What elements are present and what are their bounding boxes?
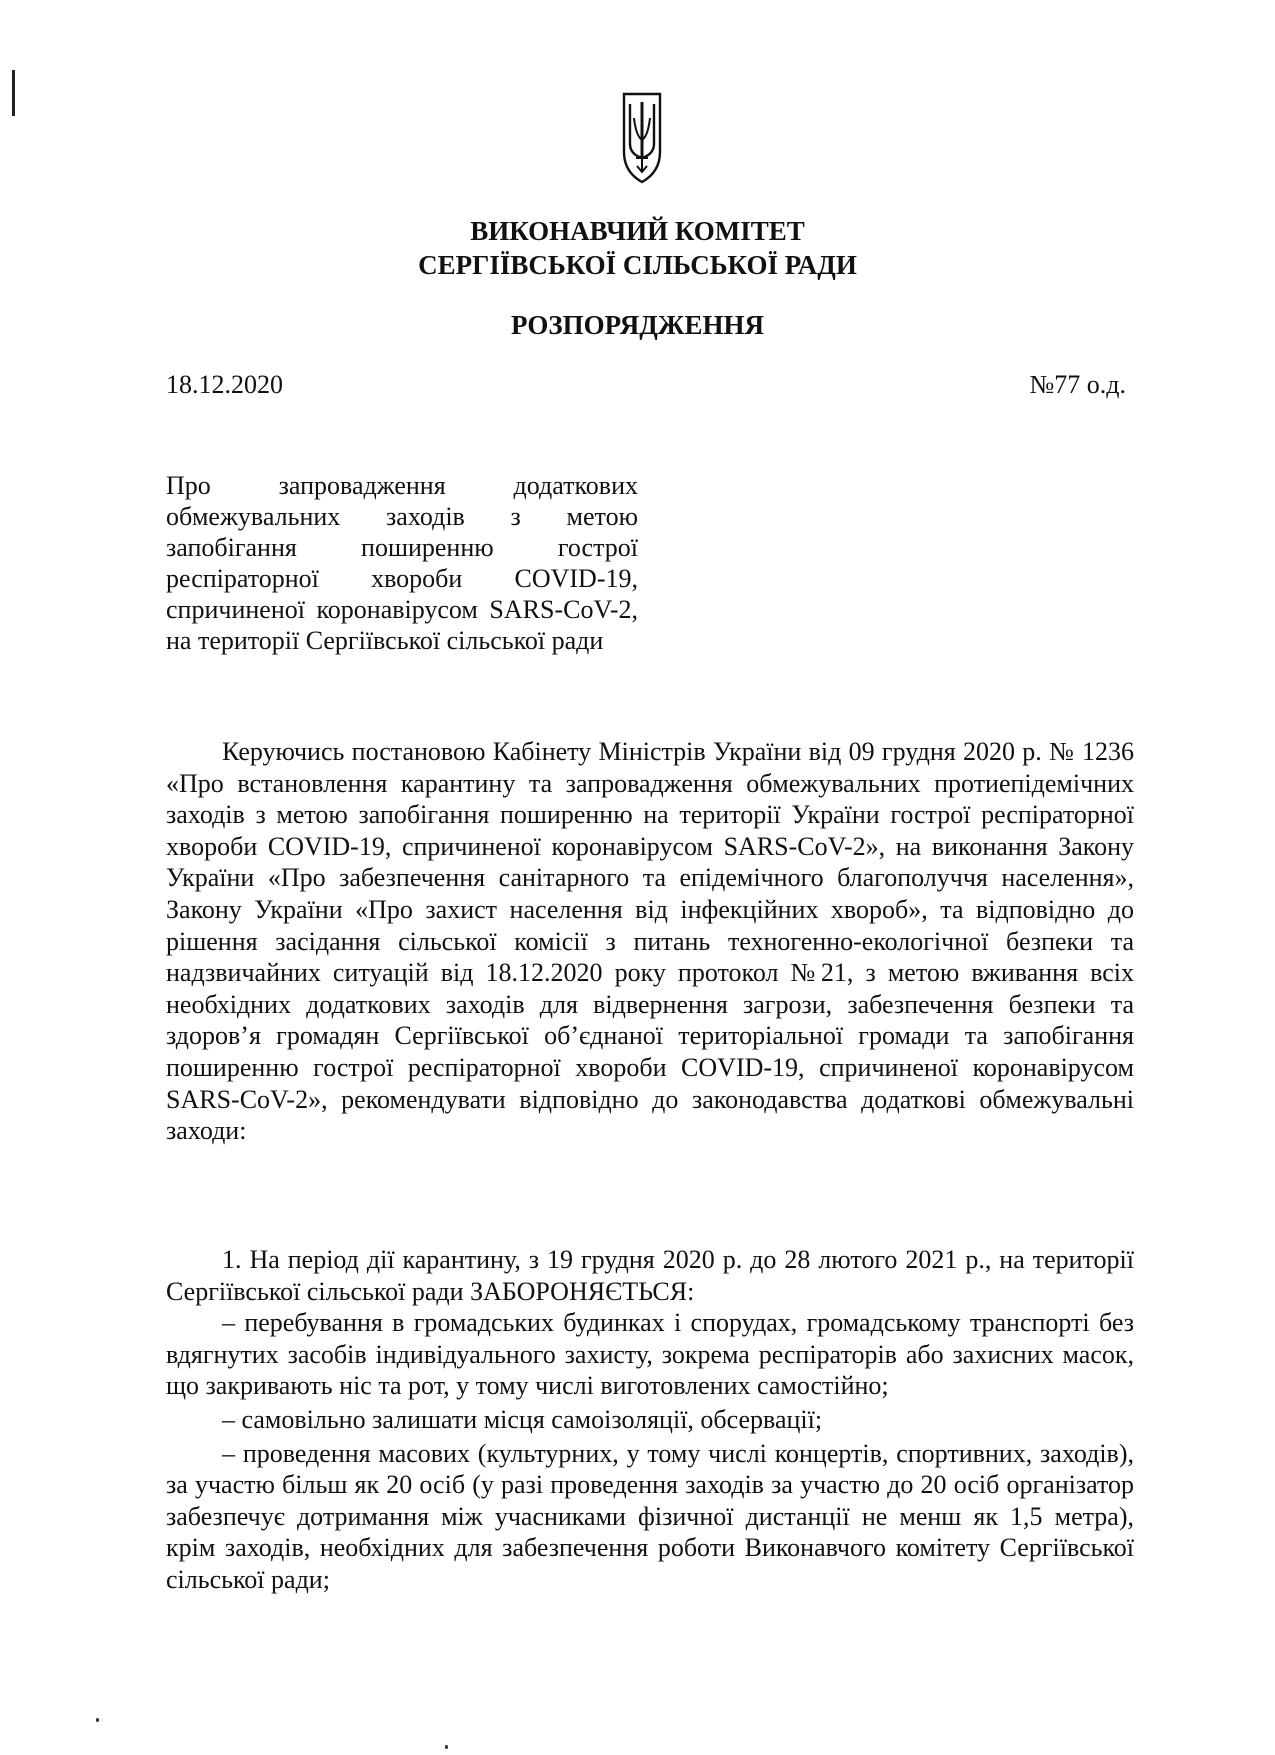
org-title-line1: ВИКОНАВЧИЙ КОМІТЕТ [470,216,805,246]
preamble-paragraph: Керуючись постановою Кабінету Міністрів України від 09 грудня 2020 р. № 1236 «Про встановлення карантину та запровадження обмежувальних протиепідемічних заходів з метою запобігання поширенню на території України гострої респіраторної хвороби COVID-19, спричиненої коронавірусом SARS-CoV-2», на виконання Закону України «Про забезпечення санітарного та епідемічного благополуччя населення», Закону України «Про захист населення від інфекційних хвороб», та відповідно до рішення засідання сільської комісії з питань техногенно-екологічної безпеки та надзвичайних ситуацій від 18.12.2020 року протокол №21, з метою вживання всіх необхідних додаткових заходів для відвернення загрози, забезпечення безпеки та здоров’я громадян Сергіївської об’єднаної територіальної громади та запобігання поширенню гострої респіраторної хвороби COVID-19, спричиненої коронавірусом SARS-CoV-2», рекомендувати відповідно до законодавства додаткові обмежувальні заходи: [166,737,1134,1146]
document-date: 18.12.2020 [166,370,283,399]
list-item: – самовільно залишати місця самоізоляції, обсервації; [222,1404,823,1434]
scan-speck [445,1745,448,1749]
date-number-line [166,370,1126,400]
item-1-intro: 1. На період дії карантину, з 19 грудня 2020 р. до 28 лютого 2021 р., на території Сергіївської сільської ради ЗАБОРОНЯЄТЬСЯ: [166,1245,1134,1306]
preamble-section [166,736,1134,1147]
list-item: – перебування в громадських будинках і спорудах, громадському транспорті без вдягнутих засобів індивідуального захисту, зокрема респіраторів або захисних масок, що закривають ніс та рот, у тому числі виготовлених самостійно; [166,1308,1134,1401]
scan-speck [96,1718,99,1722]
document-number: №77 о.д. [1029,370,1126,399]
org-title-line2: СЕРГІЇВСЬКОЇ СІЛЬСЬКОЇ РАДИ [418,250,857,280]
list-item: – проведення масових (культурних, у тому числі концертів, спортивних, заходів), за участю більш як 20 осіб (у разі проведення заходів за участю до 20 осіб організатор забезпечує дотримання між учасниками фізичної дистанції не менш як 1,5 метра), крім заходів, необхідних для забезпечення роботи Виконавчого комітету Сергіївської сільської ради; [166,1438,1134,1594]
document-type-title: РОЗПОРЯДЖЕННЯ [510,310,765,340]
scan-margin-mark [12,70,15,116]
document-subject: Про запровадження додаткових обмежувальних заходів з метою запобігання поширенню гострої респіраторної хвороби COVID-19, спричиненої коронавірусом SARS-CoV-2, на території Сергіївської сільської ради [166,471,638,655]
trident-emblem-icon [620,88,664,186]
item-1-section [166,1244,1134,1596]
